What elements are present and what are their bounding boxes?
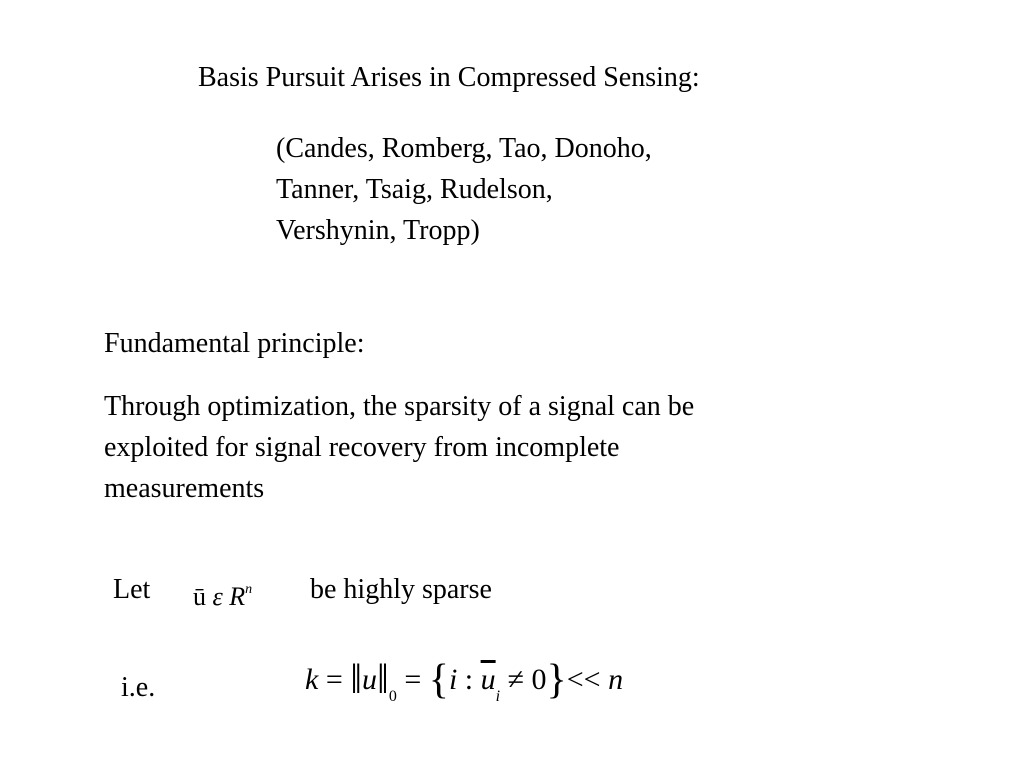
let-word: Let bbox=[113, 574, 151, 605]
eq-colon: : bbox=[464, 663, 474, 696]
ie-label: i.e. bbox=[121, 672, 156, 703]
eq-zero: 0 bbox=[531, 663, 547, 696]
eq-equals: = bbox=[325, 663, 343, 696]
slide-title: Basis Pursuit Arises in Compressed Sensing: bbox=[198, 62, 700, 93]
eq-u-i: $\overline{u}$ bbox=[480, 663, 496, 696]
space-exponent: n bbox=[245, 582, 253, 597]
sparse-text: be highly sparse bbox=[310, 574, 492, 605]
brace-close: } bbox=[546, 657, 567, 703]
vector-u: ū bbox=[193, 582, 206, 611]
citation-block bbox=[276, 128, 652, 251]
sparsity-equation bbox=[305, 650, 623, 727]
in-symbol: ε bbox=[212, 582, 223, 611]
citation-line: (Candes, Romberg, Tao, Donoho, bbox=[276, 133, 652, 164]
eq-u: u bbox=[362, 663, 378, 696]
eq-equals: = bbox=[404, 663, 422, 696]
eq-i: i bbox=[448, 663, 458, 696]
principle-line: exploited for signal recovery from incomplete bbox=[104, 432, 620, 463]
principle-label: Fundamental principle: bbox=[104, 328, 365, 359]
norm-subscript: 0 bbox=[388, 688, 397, 705]
eq-much-less: << bbox=[566, 663, 601, 696]
principle-line: Through optimization, the sparsity of a signal can be bbox=[104, 391, 695, 422]
eq-n: n bbox=[608, 663, 624, 696]
principle-text bbox=[104, 386, 694, 509]
citation-line: Tanner, Tsaig, Rudelson, bbox=[276, 174, 553, 205]
norm-open: ‖ bbox=[350, 657, 363, 703]
principle-line: measurements bbox=[104, 473, 265, 504]
let-math-expression bbox=[193, 572, 252, 615]
u-subscript: i bbox=[495, 688, 501, 705]
citation-line: Vershynin, Tropp) bbox=[276, 215, 480, 246]
space-r: R bbox=[229, 582, 246, 611]
norm-close: ‖ bbox=[377, 657, 389, 703]
eq-neq: ≠ bbox=[507, 663, 525, 696]
eq-k: k bbox=[305, 663, 319, 696]
brace-open: { bbox=[428, 657, 449, 703]
